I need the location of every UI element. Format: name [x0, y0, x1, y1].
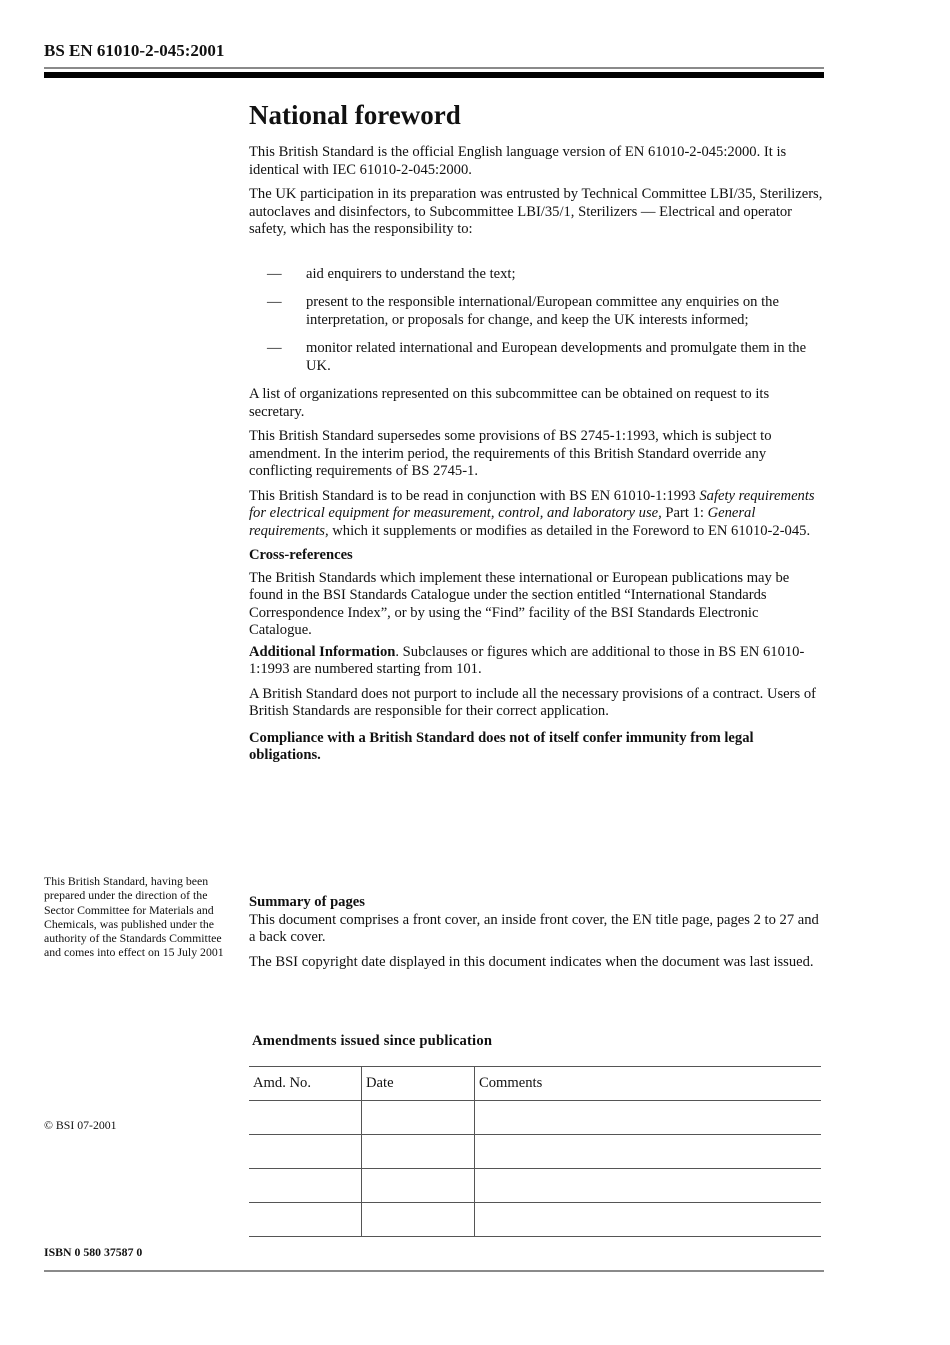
- paragraph-contract-provisions: A British Standard does not purport to include all the necessary provisions of a contract. Users of British Standards are responsible for their correct application.: [249, 685, 817, 719]
- paragraph-additional-information: [249, 644, 824, 679]
- table-cell: [475, 1101, 822, 1135]
- header-thin-rule: [44, 67, 824, 69]
- list-item-text: monitor related international and European developments and promulgate them in the UK.: [306, 340, 807, 374]
- paragraph-supersedes: This British Standard supersedes some provisions of BS 2745-1:1993, which is subject to amendment. In the interim period, the requirements of this British Standard override any conflicting requirements of BS 2745-1.: [249, 428, 772, 479]
- summary-of-pages: [249, 894, 824, 978]
- em-dash-bullet: —: [267, 294, 282, 310]
- list-item-text: present to the responsible international/European committee any enquiries on the interpretation, or proposals for change, and keep the UK interests informed;: [306, 294, 779, 328]
- isbn: ISBN 0 580 37587 0: [44, 1245, 143, 1259]
- paragraph-read-in-conjunction: [249, 488, 824, 541]
- paragraph-cross-references: The British Standards which implement these international or European publications may be found in the BSI Standards Catalogue under the section entitled “International Standards Correspondence Index”, or by using the “Find” facility of the BSI Standards Electronic Catalogue.: [249, 569, 790, 638]
- table-cell: [475, 1135, 822, 1169]
- responsibility-list: [249, 266, 824, 376]
- column-header-date: Date: [362, 1067, 475, 1101]
- page-title: National foreword: [249, 100, 461, 130]
- compliance-statement: Compliance with a British Standard does not of itself confer immunity from legal obligations.: [249, 729, 754, 763]
- table-cell: [249, 1101, 362, 1135]
- paragraph-official-version: This British Standard is the official English language version of EN 61010-2-045:2000. It is identical with IEC 61010-2-045:2000.: [249, 144, 787, 178]
- paragraph-uk-participation: The UK participation in its preparation was entrusted by Technical Committee LBI/35, Sterilizers, autoclaves and disinfectors, to Subcommittee LBI/35/1, Sterilizers — Electrical and operator safety, which has the responsibility to:: [249, 186, 823, 237]
- table-row: [249, 1135, 821, 1169]
- italic-standard-title: Safety requirements for electrical equipment for measurement, control, and laboratory use,: [249, 487, 815, 521]
- cross-references-heading: Cross-references: [249, 547, 353, 563]
- table-cell: [362, 1101, 475, 1135]
- list-item: [249, 266, 824, 284]
- footer-rule: [44, 1270, 824, 1272]
- list-item-text: aid enquirers to understand the text;: [306, 265, 516, 282]
- foreword-body: [249, 144, 824, 772]
- table-row: [249, 1169, 821, 1203]
- em-dash-bullet: —: [267, 340, 282, 356]
- table-cell: [249, 1169, 362, 1203]
- additional-information-text: . Subclauses or figures which are additional to those in BS EN 61010-1:1993 are numbered starting from 101.: [249, 643, 805, 677]
- column-header-comments: Comments: [475, 1067, 822, 1101]
- em-dash-bullet: —: [267, 265, 282, 282]
- summary-heading: Summary of pages: [249, 894, 365, 910]
- table-row: [249, 1203, 821, 1237]
- text-run: , which it supplements or modifies as detailed in the Foreword to EN 61010-2-045.: [324, 522, 811, 539]
- table-cell: [475, 1203, 822, 1237]
- amendments-title: Amendments issued since publication: [252, 1033, 493, 1049]
- table-cell: [362, 1169, 475, 1203]
- italic-part-title: General requirements: [249, 505, 756, 539]
- text-run: This British Standard is to be read in conjunction with BS EN 61010-1:1993: [249, 487, 700, 504]
- table-row: [249, 1101, 821, 1135]
- list-item: [249, 340, 824, 375]
- list-item: [249, 294, 824, 329]
- amendments-table: [249, 1066, 821, 1237]
- table-cell: [249, 1203, 362, 1237]
- table-cell: [362, 1135, 475, 1169]
- column-header-amd-no: Amd. No.: [249, 1067, 362, 1101]
- copyright-date-note: The BSI copyright date displayed in this document indicates when the document was last issued.: [249, 953, 814, 970]
- table-cell: [362, 1203, 475, 1237]
- text-run: Part 1:: [661, 505, 708, 521]
- header-thick-rule: [44, 72, 824, 78]
- additional-information-label: Additional Information: [249, 643, 396, 660]
- summary-text: This document comprises a front cover, an inside front cover, the EN title page, pages 2 to 27 and a back cover.: [249, 911, 819, 945]
- copyright-notice: © BSI 07-2001: [44, 1118, 117, 1132]
- table-header-row: [249, 1067, 821, 1101]
- table-cell: [249, 1135, 362, 1169]
- document-id: BS EN 61010-2-045:2001: [44, 41, 225, 60]
- publication-note: This British Standard, having been prepared under the direction of the Sector Committee for Materials and Chemicals, was published under the authority of the Standards Committee and comes into effect on 15 July 2001: [44, 874, 224, 960]
- table-cell: [475, 1169, 822, 1203]
- paragraph-organizations-list: A list of organizations represented on this subcommittee can be obtained on request to its secretary.: [249, 386, 770, 420]
